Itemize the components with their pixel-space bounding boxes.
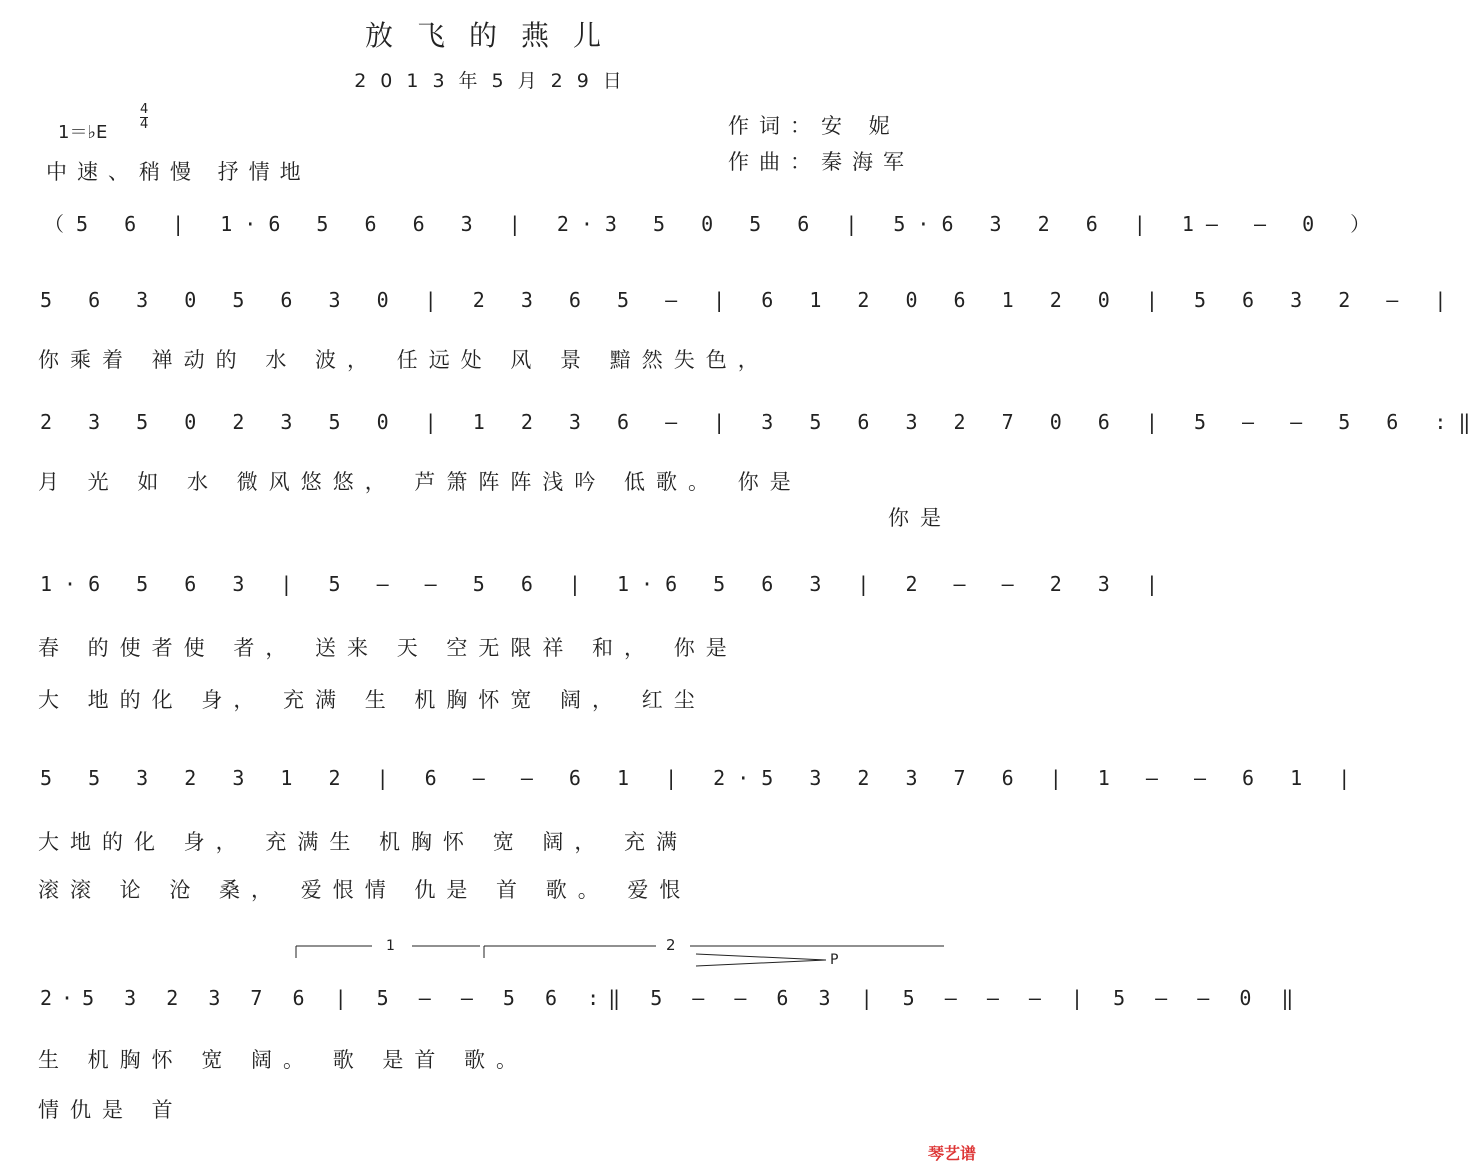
notation-line-3: 2 3 5 0 2 3 5 0 | 1 2 3 6 — | 3 5 6 3 2 7 0 6 | 5 — — 5 6 :‖ <box>40 410 1482 434</box>
composer-credit: 作曲：秦海军 <box>728 150 914 174</box>
notation-line-6: 2·5 3 2 3 7 6 | 5 — — 5 6 :‖ 5 — — 6 3 | 5 — — — | 5 — — 0 ‖ <box>40 986 1303 1010</box>
lyric-line-5-verse-2: 滚滚 论 沧 桑， 爱恨情 仇是 首 歌。 爱恨 <box>38 878 692 902</box>
lyricist-credit: 作词：安 妮 <box>728 114 900 138</box>
song-title: 放飞的燕儿 <box>364 19 625 52</box>
first-ending-number: 1 <box>386 938 395 954</box>
lyric-line-6-verse-2: 情仇是 首 <box>38 1098 184 1122</box>
lyric-line-3-verse-1: 月 光 如 水 微风悠悠， 芦箫阵阵浅吟 低歌。 你是 <box>38 470 802 494</box>
notation-line-2: 5 6 3 0 5 6 3 0 | 2 3 6 5 — | 6 1 2 0 6 1 2 0 | 5 6 3 2 — | <box>40 288 1459 312</box>
tempo-marking: 中速、稍慢 抒情地 <box>46 160 311 184</box>
notation-line-1: （5 6 | 1·6 5 6 6 3 | 2·3 5 0 5 6 | 5·6 3 2 6 | 1— — 0 ） <box>44 212 1383 236</box>
notation-line-4: 1·6 5 6 3 | 5 — — 5 6 | 1·6 5 6 3 | 2 — — 2 3 | <box>40 572 1170 596</box>
lyric-line-2-verse-1: 你乘着 禅动的 水 波， 任远处 风 景 黯然失色， <box>38 348 770 372</box>
watermark-logo: 琴艺谱 <box>927 1144 976 1163</box>
notation-line-5: 5 5 3 2 3 1 2 | 6 — — 6 1 | 2·5 3 2 3 7 6 | 1 — — 6 1 | <box>40 766 1363 790</box>
key-signature: 1＝♭E <box>58 122 108 143</box>
lyric-line-6-verse-1: 生 机胸怀 宽 阔。 歌 是首 歌。 <box>38 1048 529 1072</box>
second-ending-number: 2 <box>666 936 676 954</box>
time-signature-bottom: 4 <box>140 117 149 132</box>
time-signature-top: 4 <box>140 102 149 117</box>
lyric-line-3-verse-2: 你是 <box>888 506 952 530</box>
lyric-line-5-verse-1: 大地的化 身， 充满生 机胸怀 宽 阔， 充满 <box>38 830 689 854</box>
second-ending-bracket <box>484 946 944 958</box>
lyric-line-4-verse-2: 大 地的化 身， 充满 生 机胸怀宽 阔， 红尘 <box>38 688 706 712</box>
song-date: 2013年5月29日 <box>354 70 636 92</box>
lyric-line-4-verse-1: 春 的使者使 者， 送来 天 空无限祥 和， 你是 <box>38 636 738 660</box>
diminuendo-hairpin <box>696 954 826 966</box>
dynamic-marking: P <box>830 952 839 968</box>
